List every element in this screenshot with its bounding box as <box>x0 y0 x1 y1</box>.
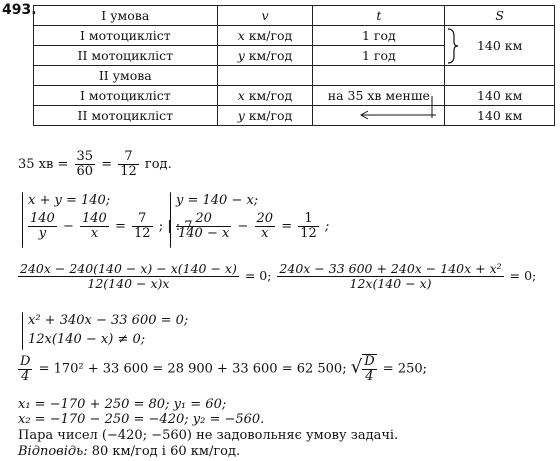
system-c-eq2: 12x(140 − x) ≠ 0; <box>28 332 146 347</box>
table-cell: 140 км <box>445 106 555 126</box>
system-b-eq2 <box>174 212 329 241</box>
table-cell <box>217 66 313 86</box>
system-brace <box>170 192 171 248</box>
table-cell: x км/год <box>217 26 313 46</box>
text: = 0; <box>244 268 272 283</box>
problem-number: 493. <box>2 2 37 18</box>
system-b-eq1: y = 140 − x; <box>176 193 259 208</box>
fraction: $\frac{240x - 240(140 - x) - x(140 - x)}{12(140 - x)x}$ <box>20 261 237 291</box>
table-row <box>34 86 555 106</box>
merged-s-cell <box>445 26 555 66</box>
fraction: $\frac{140}{y}$ <box>30 211 55 241</box>
arrow-left-icon <box>358 110 438 122</box>
fraction: $\frac{7}{12}$ <box>134 211 151 241</box>
fraction: $\frac{35}{60}$ <box>76 149 94 179</box>
answer-text: 80 км/год і 60 км/год. <box>91 444 241 459</box>
fraction: $\frac{20}{140 - x}$ <box>178 211 230 241</box>
rejection-line: Пара чисел (−420; −560) не задовольняє умову задачі. <box>18 428 399 443</box>
table-row <box>34 66 555 86</box>
fraction: $\frac{1}{12}$ <box>300 211 317 241</box>
table-row <box>34 106 555 126</box>
table-cell <box>313 86 445 106</box>
fraction: $\frac{D}{4}$ <box>364 354 375 384</box>
system-brace <box>22 312 23 350</box>
system-a-eq2 <box>26 212 193 241</box>
sqrt-sign-icon: √ <box>350 356 363 378</box>
table-cell: x км/год <box>217 86 313 106</box>
header-condition-1: І умова <box>34 6 218 26</box>
text: = <box>281 219 293 234</box>
root-1-line: x₁ = −170 + 250 = 80; y₁ = 60; <box>18 397 227 412</box>
header-v: v <box>217 6 313 26</box>
fraction: $\frac{20}{x}$ <box>256 211 274 241</box>
system-c-eq1: x² + 340x − 33 600 = 0; <box>28 313 189 328</box>
fraction: $\frac{D}{4}$ <box>20 353 31 384</box>
text: = 0; <box>509 268 537 283</box>
table-header-row <box>34 6 555 26</box>
text: = 250; <box>382 361 428 377</box>
system-brace <box>22 192 23 248</box>
table-cell: ІІ умова <box>34 66 218 86</box>
fraction: $\frac{7}{12}$ <box>120 149 137 179</box>
answer-line <box>18 444 240 459</box>
answer-label: Відповідь: <box>18 444 88 459</box>
table-cell <box>313 106 445 126</box>
system-a-eq1: x + y = 140; <box>28 193 111 208</box>
table-cell: ІІ мотоцикліст <box>34 46 218 66</box>
text: 35 хв = <box>18 157 69 172</box>
equation-line-3 <box>16 262 536 291</box>
root-2-line: x₂ = −170 − 250 = −420; y₂ = −560. <box>18 412 265 427</box>
text: ; | : 7 <box>158 219 193 234</box>
table-cell: 1 год <box>313 46 445 66</box>
right-brace-icon <box>447 28 459 64</box>
table-cell: 1 год <box>313 26 445 46</box>
table-cell: І мотоцикліст <box>34 26 218 46</box>
conversion-line <box>18 150 172 179</box>
header-t: t <box>313 6 445 26</box>
discriminant-line <box>16 354 427 384</box>
text: − <box>62 219 74 234</box>
fraction: $\frac{140}{x}$ <box>82 211 107 241</box>
text: = <box>101 157 113 172</box>
fraction: $\frac{\text{240x − 33 600 + 240x − 140x + x²}}{12x(140 - x)}$ <box>279 261 502 291</box>
header-s: S <box>445 6 555 26</box>
text: год. <box>144 157 172 172</box>
text: − <box>237 219 249 234</box>
table-cell <box>445 66 555 86</box>
table-cell-value: 140 км <box>476 38 523 53</box>
table-cell: y км/год <box>217 46 313 66</box>
table-cell: ІІ мотоцикліст <box>34 106 218 126</box>
text: = 170² + 33 600 = 28 900 + 33 600 = 62 500; <box>38 361 347 377</box>
table-cell: І мотоцикліст <box>34 86 218 106</box>
text: ; <box>324 219 330 234</box>
time-less-text: на 35 хв менше <box>327 88 430 103</box>
problem-table <box>33 5 555 126</box>
table-cell <box>313 66 445 86</box>
table-cell: y км/год <box>217 106 313 126</box>
table-cell: 140 км <box>445 86 555 106</box>
text: = <box>114 219 126 234</box>
table-row <box>34 26 555 46</box>
